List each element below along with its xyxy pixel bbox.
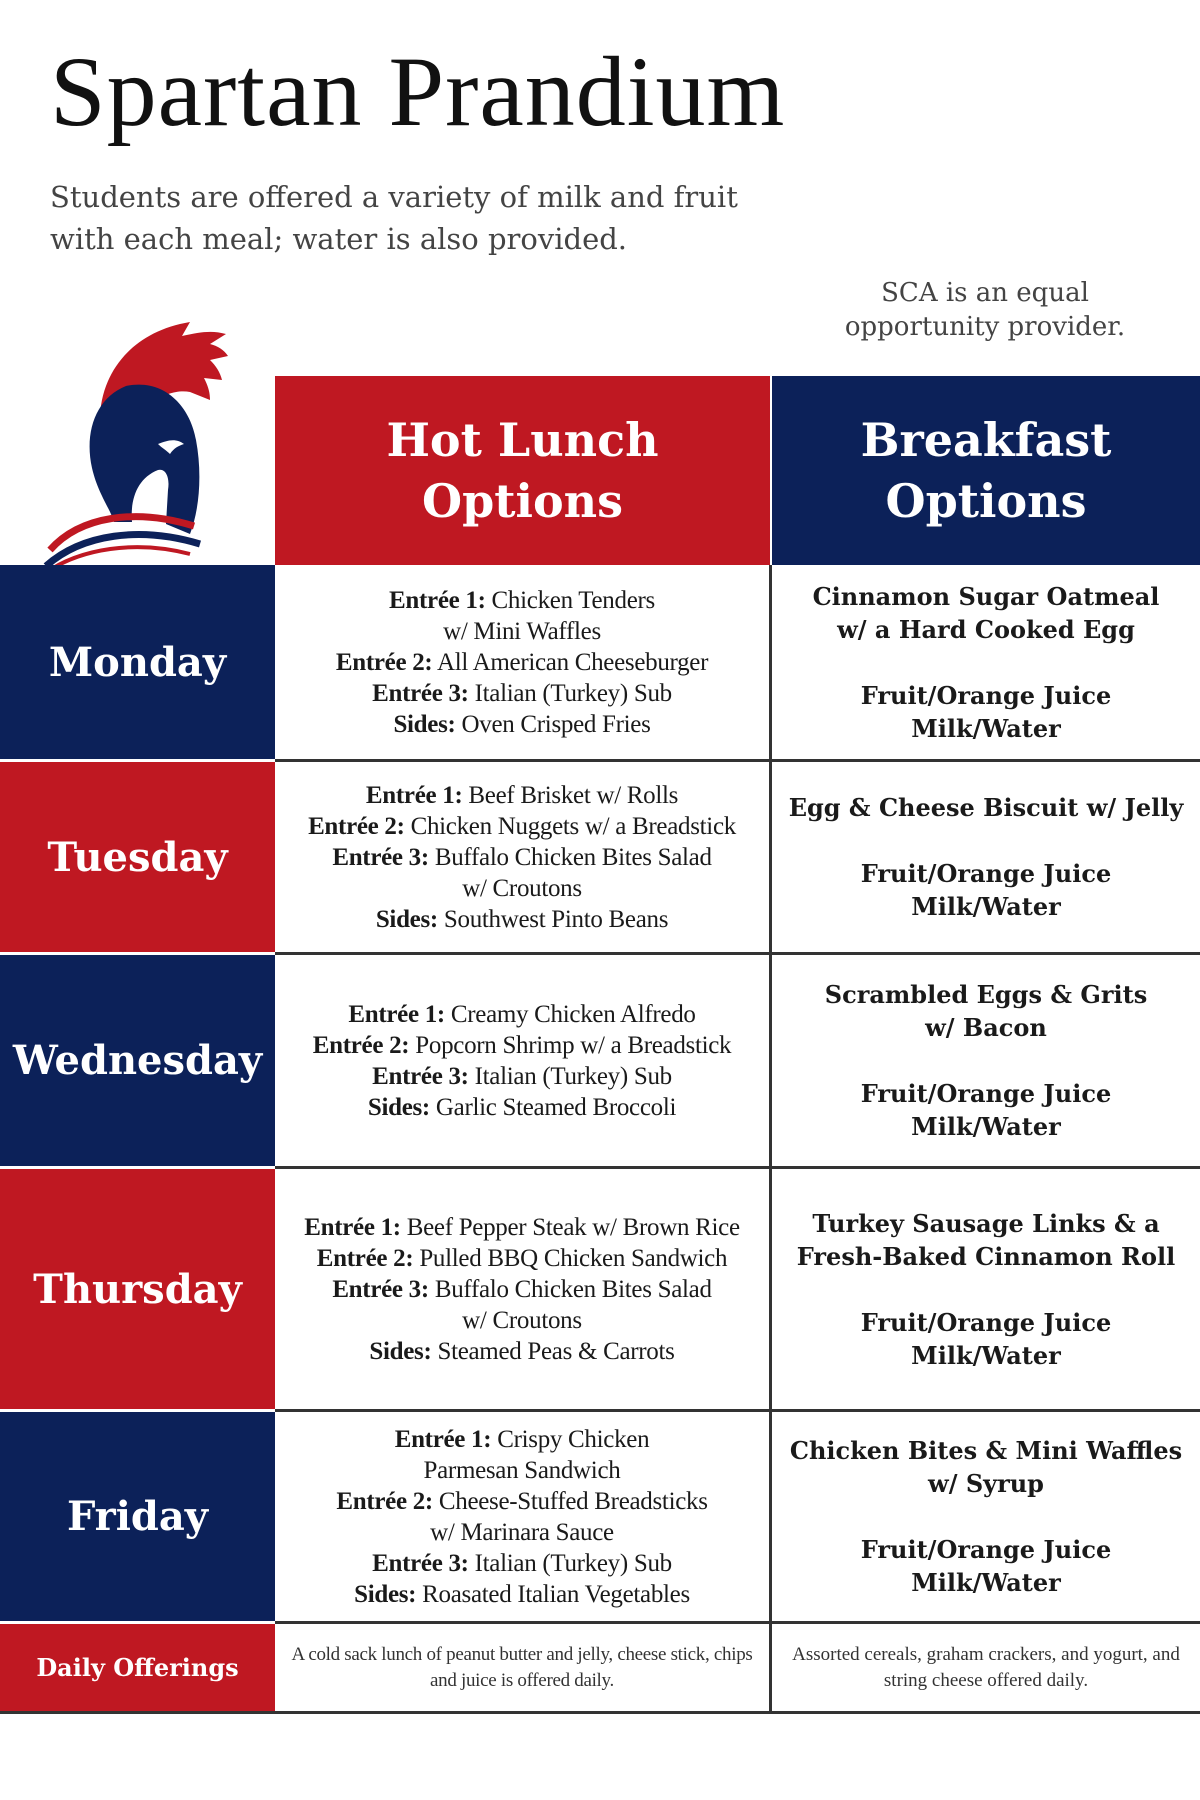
page-title: Spartan Prandium xyxy=(50,36,786,147)
lunch-item-text: Italian (Turkey) Sub xyxy=(468,679,672,707)
lunch-item xyxy=(336,1579,707,1610)
hot-lunch-cell xyxy=(275,565,772,762)
lunch-item xyxy=(336,709,708,740)
spacer xyxy=(789,824,1184,857)
lunch-item-text: Pulled BBQ Chicken Sandwich xyxy=(413,1244,728,1272)
breakfast-main-line: w/ Syrup xyxy=(928,1469,1044,1498)
lunch-item-label: Entrée 1: xyxy=(348,1000,445,1028)
breakfast-items xyxy=(825,978,1147,1143)
breakfast-drink-line: Fruit/Orange Juice xyxy=(860,1535,1112,1564)
equal-opportunity-note: SCA is an equal opportunity provider. xyxy=(844,278,1126,342)
lunch-item-label: Entrée 2: xyxy=(308,812,405,840)
breakfast-main-line: Turkey Sausage Links & a xyxy=(812,1208,1160,1238)
lunch-item-label: Entrée 1: xyxy=(365,781,463,809)
breakfast-main-line: w/ Bacon xyxy=(925,1013,1047,1042)
lunch-item-text: Oven Crisped Fries xyxy=(455,710,651,738)
lunch-item-label: Entrée 2: xyxy=(336,1487,433,1515)
breakfast-main-line: Egg & Cheese Biscuit w/ Jelly xyxy=(788,793,1184,822)
day-label: Monday xyxy=(0,565,275,762)
breakfast-main-line: Fresh-Baked Cinnamon Roll xyxy=(796,1241,1176,1271)
lunch-item-label: Entrée 1: xyxy=(389,586,486,614)
lunch-item-text: Buffalo Chicken Bites Salad xyxy=(428,843,712,871)
lunch-item xyxy=(308,904,736,935)
lunch-item-label: Sides: xyxy=(354,1580,417,1608)
lunch-item-text: Italian (Turkey) Sub xyxy=(468,1549,672,1577)
lunch-item-label: Entrée 3: xyxy=(332,1275,429,1303)
lunch-item-continuation: w/ Mini Waffles xyxy=(443,617,601,645)
lunch-item-continuation: w/ Croutons xyxy=(462,1306,582,1334)
breakfast-drink-line: Milk/Water xyxy=(911,892,1061,921)
lunch-item-text: Garlic Steamed Broccoli xyxy=(429,1093,677,1121)
lunch-item-label: Entrée 1: xyxy=(394,1425,492,1453)
lunch-item xyxy=(336,1424,707,1455)
lunch-items xyxy=(308,780,736,935)
lunch-item-text: Roasated Italian Vegetables xyxy=(416,1580,690,1608)
breakfast-main-line: Chicken Bites & Mini Waffles xyxy=(789,1436,1183,1465)
lunch-item xyxy=(304,1212,740,1243)
lunch-item-text: Italian (Turkey) Sub xyxy=(468,1062,672,1090)
lunch-item-text: Southwest Pinto Beans xyxy=(437,905,669,933)
spacer xyxy=(813,646,1160,679)
lunch-item xyxy=(336,1486,707,1517)
day-label: Friday xyxy=(0,1412,275,1624)
hot-lunch-cell xyxy=(275,1169,772,1412)
breakfast-main-line: w/ a Hard Cooked Egg xyxy=(837,614,1135,644)
breakfast-drink-line: Fruit/Orange Juice xyxy=(860,859,1112,888)
lunch-item xyxy=(336,678,708,709)
breakfast-cell xyxy=(772,1169,1200,1412)
lunch-item-label: Sides: xyxy=(393,710,456,738)
lunch-item-text: Beef Brisket w/ Rolls xyxy=(462,781,679,809)
daily-offerings-label: Daily Offerings xyxy=(0,1624,275,1711)
lunch-item xyxy=(313,1092,731,1123)
lunch-items xyxy=(313,999,731,1123)
lunch-item xyxy=(336,647,708,678)
lunch-item-continuation: w/ Marinara Sauce xyxy=(430,1518,614,1546)
daily-lunch-offering xyxy=(275,1624,772,1711)
lunch-item xyxy=(304,1336,740,1367)
lunch-item xyxy=(308,842,736,873)
breakfast-main-line: Scrambled Eggs & Grits xyxy=(824,980,1148,1009)
lunch-item xyxy=(304,1274,740,1305)
lunch-item-text: Cheese-Stuffed Breadsticks xyxy=(432,1487,708,1515)
breakfast-drink-line: Fruit/Orange Juice xyxy=(860,1079,1112,1108)
lunch-item-text: Crispy Chicken xyxy=(491,1425,650,1453)
lunch-item-label: Entrée 2: xyxy=(316,1244,414,1272)
breakfast-items xyxy=(797,1207,1175,1372)
daily-breakfast-offering xyxy=(772,1624,1200,1711)
breakfast-drink-line: Milk/Water xyxy=(911,713,1061,743)
lunch-items xyxy=(336,585,708,740)
breakfast-cell xyxy=(772,1412,1200,1624)
lunch-item-label: Entrée 2: xyxy=(335,648,433,676)
menu-table xyxy=(0,565,1200,1714)
lunch-item xyxy=(336,585,708,616)
lunch-item xyxy=(308,780,736,811)
breakfast-items xyxy=(813,580,1160,745)
breakfast-header: Breakfast Options xyxy=(772,376,1200,565)
breakfast-cell xyxy=(772,762,1200,955)
lunch-item-label: Entrée 1: xyxy=(304,1213,401,1241)
breakfast-main-line: Cinnamon Sugar Oatmeal xyxy=(812,581,1160,611)
breakfast-cell xyxy=(772,565,1200,762)
lunch-item xyxy=(313,1030,731,1061)
lunch-item xyxy=(313,999,731,1030)
lunch-item-label: Entrée 3: xyxy=(372,679,469,707)
spacer xyxy=(825,1044,1147,1077)
lunch-item-text: Creamy Chicken Alfredo xyxy=(444,1000,696,1028)
daily-breakfast-text: Assorted cereals, graham crackers, and yogurt, and string cheese offered daily. xyxy=(792,1643,1180,1691)
breakfast-drink-line: Fruit/Orange Juice xyxy=(860,1307,1112,1337)
hot-lunch-cell xyxy=(275,1412,772,1624)
day-label: Tuesday xyxy=(0,762,275,955)
subtitle: Students are offered a variety of milk and fruit with each meal; water is also provided. xyxy=(50,180,738,256)
lunch-item xyxy=(313,1061,731,1092)
lunch-item-continuation: Parmesan Sandwich xyxy=(423,1456,621,1484)
spartan-helmet-icon xyxy=(40,312,230,572)
lunch-item xyxy=(304,1243,740,1274)
lunch-item-text: Beef Pepper Steak w/ Brown Rice xyxy=(400,1213,740,1241)
lunch-item-label: Sides: xyxy=(375,905,438,933)
day-label: Thursday xyxy=(0,1169,275,1412)
lunch-item-continuation: w/ Croutons xyxy=(462,874,582,902)
breakfast-drink-line: Milk/Water xyxy=(911,1340,1061,1370)
lunch-item xyxy=(308,811,736,842)
lunch-item-label: Entrée 3: xyxy=(372,1062,469,1090)
breakfast-drink-line: Fruit/Orange Juice xyxy=(860,680,1112,710)
hot-lunch-cell xyxy=(275,955,772,1169)
lunch-item-text: Chicken Nuggets w/ a Breadstick xyxy=(404,812,736,840)
lunch-item-label: Entrée 3: xyxy=(372,1549,469,1577)
lunch-item-label: Sides: xyxy=(369,1337,432,1365)
lunch-item-text: Chicken Tenders xyxy=(485,586,655,614)
lunch-item-label: Entrée 3: xyxy=(332,843,429,871)
lunch-item-text: Buffalo Chicken Bites Salad xyxy=(428,1275,712,1303)
breakfast-drink-line: Milk/Water xyxy=(911,1568,1061,1597)
hot-lunch-header: Hot Lunch Options xyxy=(275,376,770,565)
lunch-items xyxy=(304,1212,740,1367)
lunch-item xyxy=(336,1548,707,1579)
breakfast-items xyxy=(789,791,1184,923)
hot-lunch-cell xyxy=(275,762,772,955)
breakfast-items xyxy=(790,1434,1182,1599)
lunch-item-label: Entrée 2: xyxy=(312,1031,410,1059)
daily-lunch-text: A cold sack lunch of peanut butter and jelly, cheese stick, chips and juice is offered daily. xyxy=(291,1643,753,1691)
lunch-item-text: Popcorn Shrimp w/ a Breadstick xyxy=(409,1031,732,1059)
breakfast-cell xyxy=(772,955,1200,1169)
lunch-item-text: All American Cheeseburger xyxy=(432,648,709,676)
lunch-items xyxy=(336,1424,707,1610)
lunch-item-text: Steamed Peas & Carrots xyxy=(431,1337,675,1365)
breakfast-drink-line: Milk/Water xyxy=(911,1112,1061,1141)
spacer xyxy=(797,1273,1175,1306)
lunch-item-label: Sides: xyxy=(367,1093,430,1121)
spacer xyxy=(790,1500,1182,1533)
day-label: Wednesday xyxy=(0,955,275,1169)
